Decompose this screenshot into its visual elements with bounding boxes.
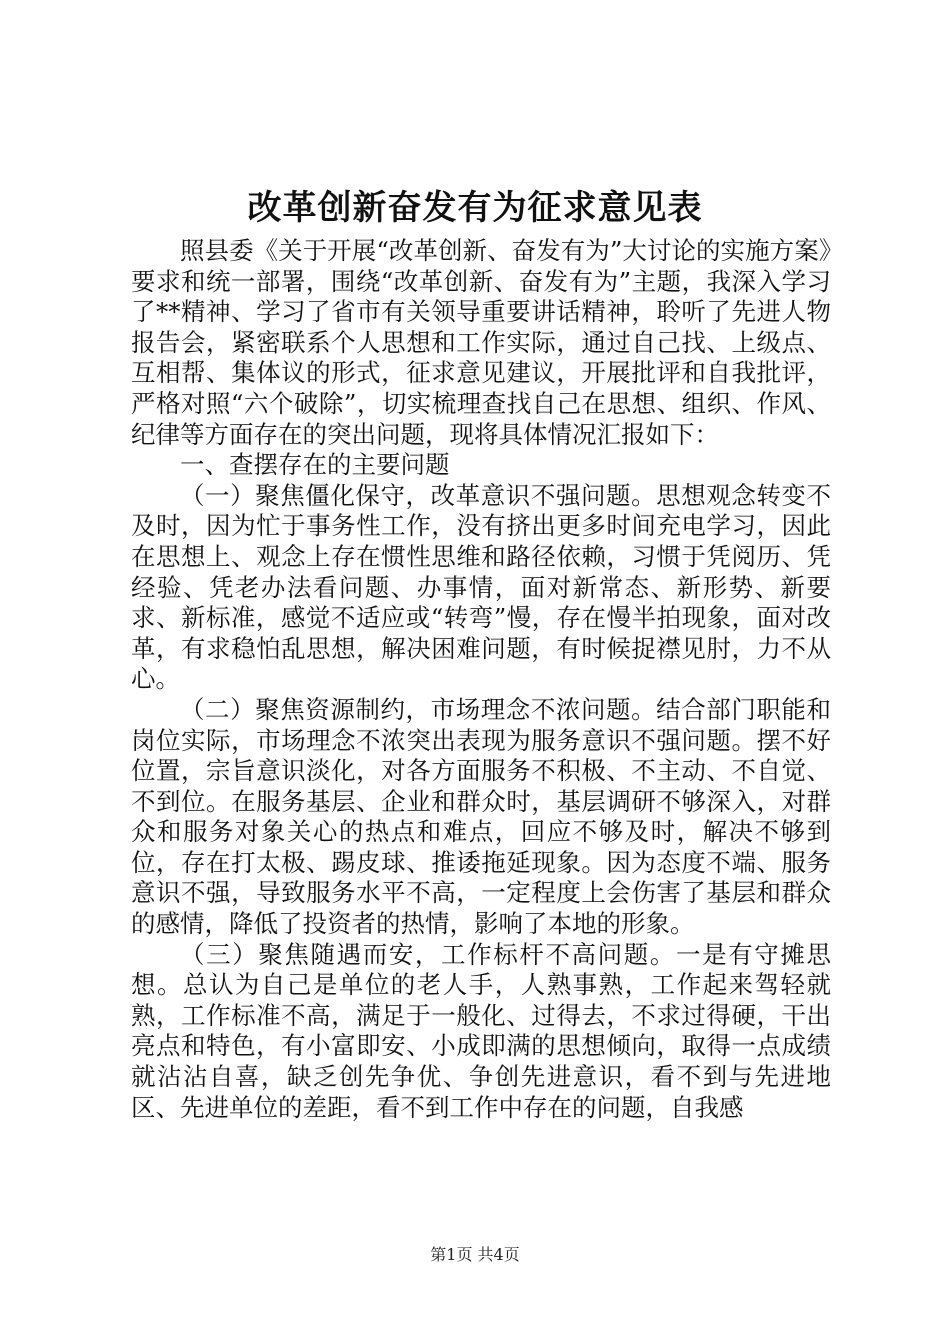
document-title: 改革创新奋发有为征求意见表: [247, 188, 703, 228]
problem-paragraph-3: （三）聚焦随遇而安，工作标杆不高问题。一是有守摊思想。总认为自己是单位的老人手，人熟事熟，工作起来驾轻就熟，工作标准不高，满足于一般化、过得去，不求过得硬，干出亮点和特色，有小富即安、小成即满的思想倾向，取得一点成绩就沾沾自喜，缺乏创先争优、争创先进意识，看不到与先进地区、先进单位的差距，看不到工作中存在的问题，自我感: [131, 939, 831, 1122]
document-body: [131, 236, 831, 1123]
intro-paragraph: 照县委《关于开展“改革创新、奋发有为”大讨论的实施方案》要求和统一部署，围绕“改革创新、奋发有为”主题，我深入学习了**精神、学习了省市有关领导重要讲话精神，聆听了先进人物报告会，紧密联系个人思想和工作实际，通过自己找、上级点、互相帮、集体议的形式，征求意见建议，开展批评和自我批评，严格对照“六个破除”，切实梳理查找自己在思想、组织、作风、纪律等方面存在的突出问题，现将具体情况汇报如下：: [131, 236, 831, 449]
section-heading: 一、查摆存在的主要问题: [180, 450, 450, 480]
page-number-footer: 第1页 共4页: [430, 1245, 520, 1264]
problem-paragraph-2: （二）聚焦资源制约，市场理念不浓问题。结合部门职能和岗位实际，市场理念不浓突出表现为服务意识不强问题。摆不好位置，宗旨意识淡化，对各方面服务不积极、不主动、不自觉、不到位。在服务基层、企业和群众时，基层调研不够深入，对群众和服务对象关心的热点和难点，回应不够及时，解决不够到位，存在打太极、踢皮球、推诿拖延现象。因为态度不端、服务意识不强，导致服务水平不高，一定程度上会伤害了基层和群众的感情，降低了投资者的热情，影响了本地的形象。: [131, 694, 831, 939]
problem-paragraph-1: （一）聚焦僵化保守，改革意识不强问题。思想观念转变不及时，因为忙于事务性工作，没有挤出更多时间充电学习，因此在思想上、观念上存在惯性思维和路径依赖，习惯于凭阅历、凭经验、凭老办法看问题、办事情，面对新常态、新形势、新要求、新标准，感觉不适应或“转弯”慢，存在慢半拍现象，面对改革，有求稳怕乱思想，解决困难问题，有时候捉襟见肘，力不从心。: [131, 480, 831, 694]
